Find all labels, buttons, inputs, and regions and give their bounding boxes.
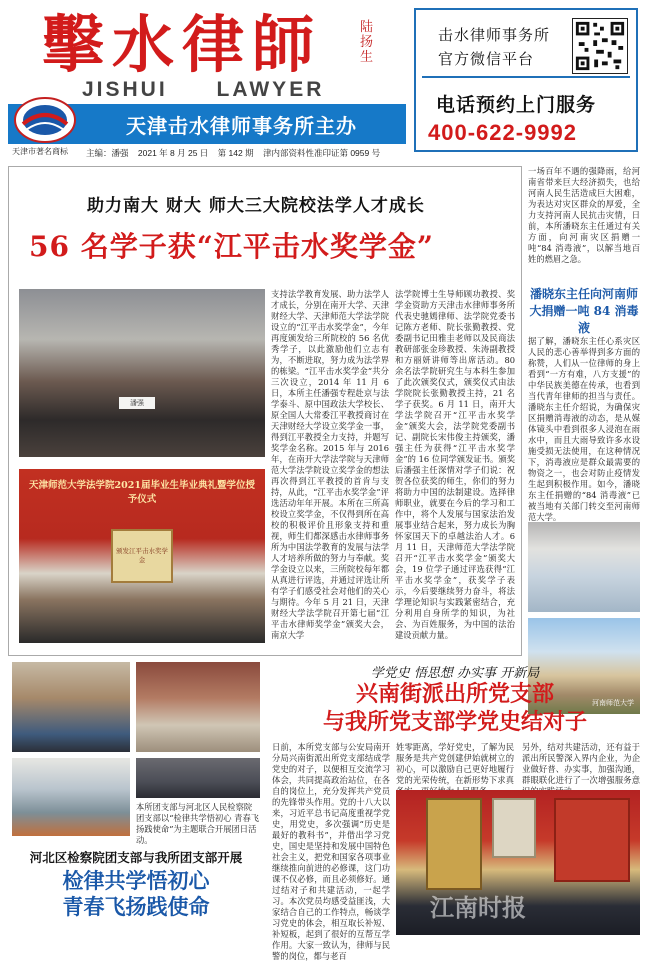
donation-intro: 一场百年不遇的强降雨，给河南省带来巨大经济损失，也给河南人民生活造成巨大困难，为表达对灾区群众的厚爱，全力支持河南人民抗击灾情，日前，本所潘晓东主任通过有关方面，向河南灾区捐赠一吨“84 消毒液”，以解当地百姓的燃眉之急。 bbox=[528, 166, 640, 264]
phone-service-title: 电话预约上门服务 bbox=[436, 94, 597, 116]
activity-caption: 本所团支部与河北区人民检察院团支部以“检律共学悟初心 青春飞扬践使命”为主题联合开展团日活动。 bbox=[136, 802, 260, 845]
youth-league-article bbox=[8, 662, 260, 935]
plaque-3 bbox=[554, 798, 630, 882]
issue-date: 2021 年 8 月 25 日 bbox=[137, 148, 209, 158]
youth-league-headline-line1: 检律共学悟初心 bbox=[62, 868, 210, 893]
youth-league-kicker: 河北区检察院团支部与我所团支部开展 bbox=[29, 850, 243, 865]
party-article-column-2: 姓零距离，学好党史，了解为民服务是共产党创建伊始就树立的初心，可以激励自己更好地履行党的光荣传统，在新形势下求真 bbox=[396, 742, 514, 785]
main-article-column-1: 支持法学教育发展、助力法学人才成长，分别在南开大学、天津财经大学、天津师范大学法学院设立的“江平击水奖学金”，今年再度颁发给三所院校的 56 名优秀学子，以此激励他们立志有为，不断进取，努力成为法学界的栋梁。“江平击水奖学金”共分三次设立，2014 年 11 月 6 日，本所主任潘强专程赴京与法学泰斗、原中国政法大学校长、原全国人大常委江平教授商讨在天津财经大学设立奖学金一事，得到江平教授全力支持，并题写奖学金名称。2015 年与 2016 年，在南开大学法学院与天津师范大学法学院设立奖学金的想法再次得到江平教授的首肯与支持，从此，“江平击水奖学金”评选活动年年开展。本所在三所高校设立奖学金，不仅得到所在高校的积极评价且形象支持和重视，师生们都深感击水律师事务所为中国法学教育的发展与法学人才培养所做的努力与奉献。奖学金设立以来，三所院校每年都从真进行评选，并通过评选让所有学子们感受社会对他们的关心与期待。今年 5 月 21 日，天津财经大学法学院召开第七届“江平击水律师奖学金”颁奖大会，南京大学 bbox=[271, 289, 389, 640]
main-headline: 56 名学子获“江平击水奖学金” bbox=[29, 230, 434, 263]
party-headline bbox=[270, 680, 640, 736]
wechat-line2: 官方微信平台 bbox=[438, 50, 535, 68]
activity-photo-4 bbox=[136, 758, 260, 798]
main-article bbox=[8, 166, 522, 656]
photo-watermark: 河南师范大学 bbox=[592, 699, 634, 707]
english-title-left: JISHUI bbox=[82, 78, 168, 101]
party-headline-line2: 与我所党支部学党史结对子 bbox=[322, 709, 587, 735]
contact-divider bbox=[422, 76, 630, 78]
party-headline-line1: 兴南街派出所党支部 bbox=[355, 681, 554, 707]
wechat-line1: 击水律师事务所 bbox=[438, 26, 551, 44]
donation-headline: 潘晓东主任向河南师大捐赠一吨 84 消毒液 bbox=[529, 287, 639, 335]
phone-number[interactable]: 400-622-9992 bbox=[428, 120, 578, 145]
trademark-caption: 天津市著名商标 bbox=[12, 147, 68, 156]
nameplate: 潘强 bbox=[119, 397, 155, 409]
party-article-column-1: 日前，本所党支部与公安局南开分局兴南街派出所党支部结成学党史的对子，以便相互交流学习体会，共同提高政治站位，在各自的岗位上，充分发挥共产党员的先锋带头作用。党的十八大以来，习近平总书记高度重视学党史，用党史，多次强调“历史是最好的教科书”，并借出学习党史，国史是坚持和发展中国特色社会主义，把党和国家各项事业继续推向前进的必修课，这门功课不仅必修，而且必须修好。通过结对子和共建活动，一起学习。本次党员均感受益匪浅，大家结合自己的工作特点，畅谈学习党史的体会，相互取长补短、补短板，起到了很好的互帮互学作用。大家一致认为，律师与民警的岗位，都与老百 bbox=[272, 742, 390, 961]
contact-box bbox=[414, 8, 638, 152]
print-permit: 津内部资料性准印证第 0959 号 bbox=[262, 148, 381, 158]
activity-photo-3 bbox=[12, 758, 130, 836]
plaque-1 bbox=[426, 798, 482, 890]
calligraphy-seal: 陆扬生 bbox=[360, 20, 374, 65]
firm-logo-icon bbox=[12, 94, 78, 146]
ceremony-photo bbox=[19, 469, 265, 643]
issue-info bbox=[86, 147, 387, 159]
activity-photo-2 bbox=[136, 662, 260, 752]
editor: 主编：潘强 bbox=[86, 148, 129, 158]
youth-league-headline bbox=[12, 868, 260, 920]
main-kicker: 助力南大 财大 师大三大院校法学人才成长 bbox=[87, 196, 425, 216]
masthead bbox=[8, 6, 406, 156]
english-title-right: LAWYER bbox=[216, 78, 325, 101]
disinfectant-photo bbox=[528, 522, 640, 612]
issue-number: 第 142 期 bbox=[217, 148, 254, 158]
main-article-column-2: 法学院博士生导师顾功教授、奖学金资助方天津击水律师事务所代表史驰嫣律师、法学院党委书记陈方老师、院长张勤教授、党委副书记田雅圭老师以及民商法教研部张金珍教授、朱涛副教授和方丽妍讲师等出席活动。80 余名法学院研究生与本科生参加了此次颁奖仪式，颁奖仪式由法学院院长张勤教授主持，21 名学子获奖。6 月 11 日，南开大学法学院召开“江平击水奖学金”颁奖大会，法学院党委副书记、副院长宋伟俊主持颁奖，潘强主任为获得“江平击水奖学金”的 16 位同学颁发证书。颁奖后潘强主任深情对学子们说：祝贺各位获奖的师生，你们的努力将助力中国的法制建设。选择律师职业，就要在今后的学习和工作中，将个人发展与国家法治发展事业结合起来，努力成长为胸怀家国天下的卓越法治人才。6 月 11 日，天津师范大学法学院召开“江平击水奖学金”颁奖大会，19 位学子通过评选获得“江平击水奖学金”，获奖学子表示，今后要继续努力奋斗，将法学理论知识与实践紧密结合，充分利用自身所学的知识，为社会、为百姓服务，为中国的法治建设贡献力量。 bbox=[395, 289, 515, 640]
meeting-photo bbox=[19, 289, 265, 457]
activity-photo-1 bbox=[12, 662, 130, 752]
donation-body: 据了解，潘晓东主任心系灾区人民的悲心善举得到多方面的称赞，人们从一位律师的身上看到“一方有难，八方支援”的中华民族美德在传承，也看到当代青年律师的担当与责任。潘晓东主任介绍说，为确保灾区捐赠消毒液的动态，是从媒体镜头中看到很多人浸泡在雨水中，而且大雨导致许多水设施受损无法使用，在这种情况下，消毒液应是群众最需要的物资之一，也会对防止疫情发生起到积极作用。如今，潘晓东主任捐赠的“84 消毒液”已被当地有关部门转交至河南师范大学。 bbox=[528, 336, 640, 522]
organizer-text: 天津击水律师事务所主办 bbox=[126, 114, 357, 138]
party-kicker: 学党史 悟思想 办实事 开新局 bbox=[370, 666, 540, 681]
youth-league-headline-line2: 青春飞扬践使命 bbox=[62, 894, 210, 919]
award-board: 颁发江平击水奖学金 bbox=[111, 529, 173, 583]
english-title bbox=[82, 78, 364, 102]
ceremony-banner: 天津师范大学法学院2021届毕业生毕业典礼暨学位授予仪式 bbox=[29, 480, 255, 505]
photo-watermark-bottom: 江南时报 bbox=[430, 893, 526, 922]
qr-code-icon[interactable] bbox=[572, 18, 628, 74]
newspaper-title: 擊水律師 bbox=[42, 8, 323, 81]
plaque-2 bbox=[492, 798, 536, 858]
party-article-column-3: 另外，结对共建活动，还有益于派出所民警深入界内企业，为企业做好普、办实事，加强沟通，群眼联化进行了一次增强服务意 bbox=[522, 742, 640, 785]
